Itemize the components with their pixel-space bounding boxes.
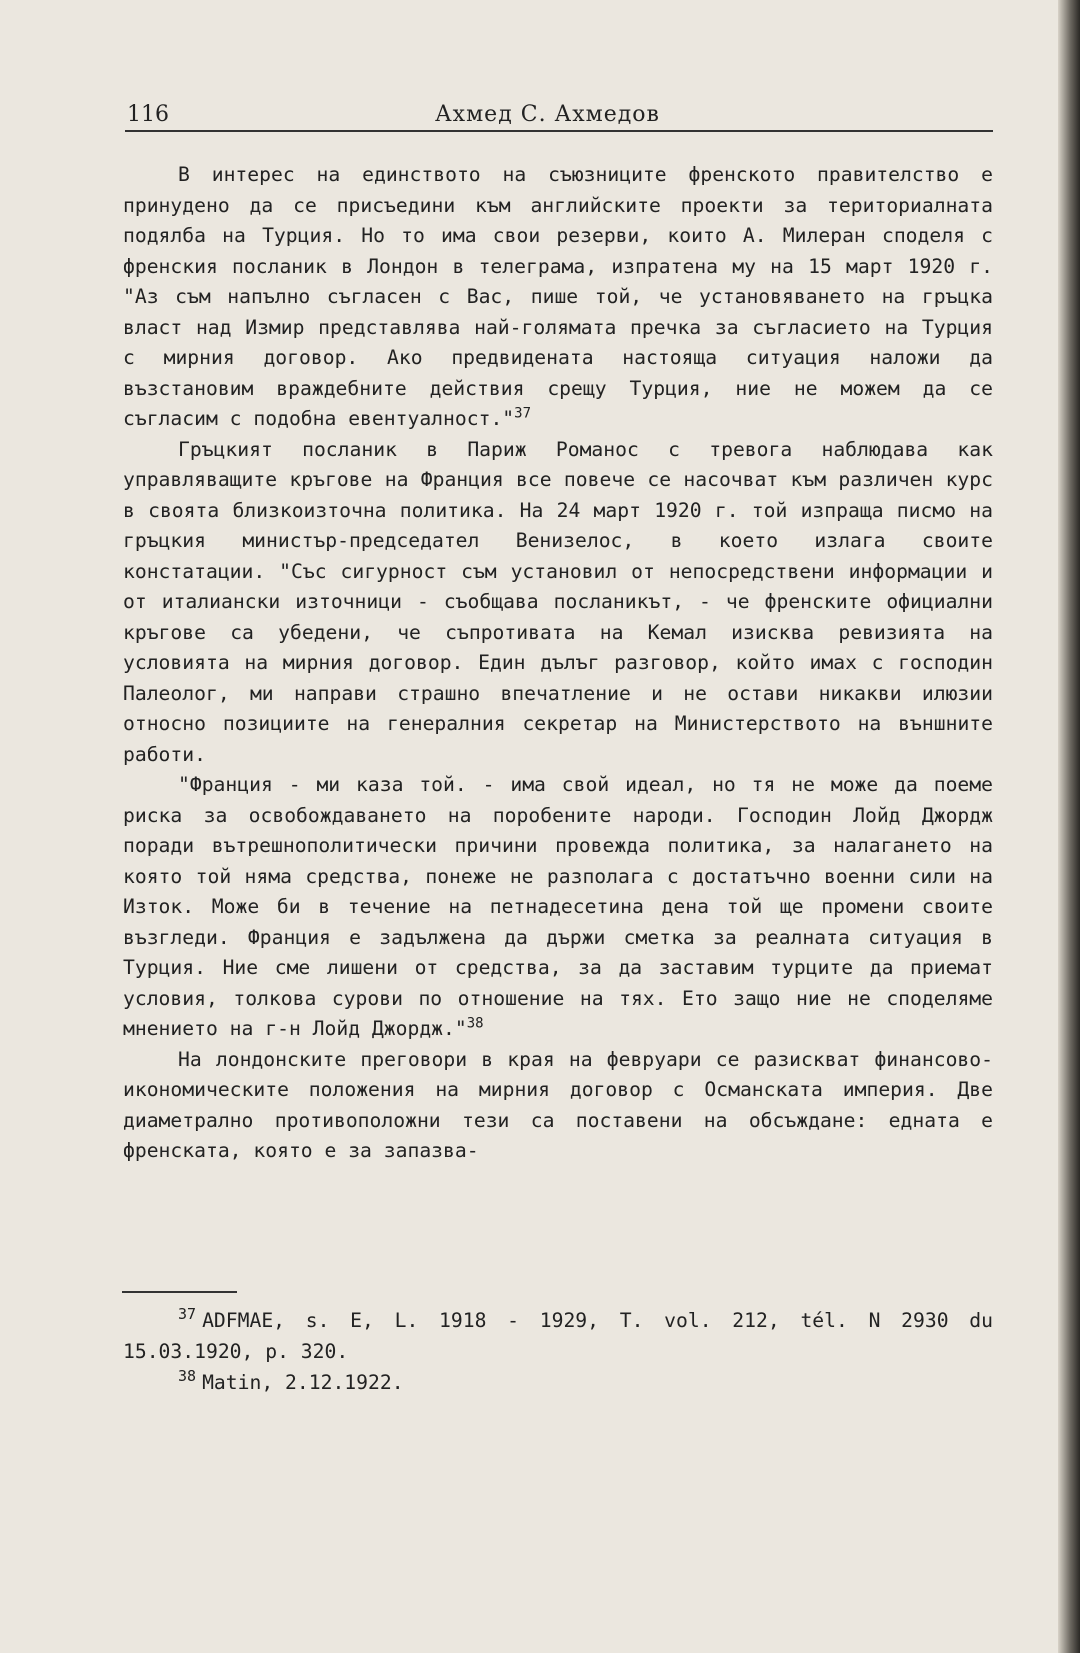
paragraph-text: Гръцкият посланик в Париж Романос с тревога наблюдава как управляващите кръгове на Франция все повече се насочват към различен курс в своята близкоизточна политика. На 24 март 1920 г. той изпраща писмо на гръцкия министър-председател Венизелос, в което излага своите констатации. "Със сигурност съм установил от непосредствени информации и от италиански източници - съобщава посланикът, - че френските официални кръгове са убедени, че съпротивата на Кемал изисква ревизията на условията на мирния договор. Един дълъг разговор, който имах с господин Палеолог, ми направи страшно впечатление и не остави никакви илюзии относно позициите на генералния секретар на Министерството на външните работи.	[123, 437, 993, 766]
footnotes	[123, 1305, 993, 1398]
page-number: 116	[127, 102, 169, 127]
footnote-text: Matin, 2.12.1922.	[202, 1371, 404, 1394]
book-binding-shadow	[1058, 0, 1080, 1653]
paragraph-text: На лондонските преговори в края на февруари се разискват финансово-икономическите положения на мирния договор с Османската империя. Две диаметрално противоположни тези са поставени на обсъждане: едната е френската, която е за запазва-	[123, 1047, 993, 1162]
footnote-ref: 37	[514, 405, 532, 422]
paragraph-text: В интерес на единството на съюзниците френското правителство е принудено да се присъедини към английските проекти за териториалната подялба на Турция. Но то има свои резерви, които А. Милеран споделя с френския посланик в Лондон в телеграма, изпратена му на 15 март 1920 г. "Аз съм напълно съгласен с Вас, пише той, че установяването на гръцка власт над Измир представлява най-голямата пречка за съгласието на Турция с мирния договор. Ако предвидената настояща ситуация наложи да възстановим враждебните действия срещу Турция, ние не можем да се съгласим с подобна евентуалност."	[123, 163, 993, 430]
paragraph	[123, 770, 993, 1045]
paragraph-text: "Франция - ми каза той. - има свой идеал, но тя не може да поеме риска за освобождаването на поробените народи. Господин Лойд Джордж поради вътрешнополитически причини провежда политика, за налагането на която той няма средства, понеже не разполага с достатъчно военни сили на Изток. Може би в течение на петнадесетина дена той ще промени своите възгледи. Франция е задължена да държи сметка за реалната ситуация в Турция. Ние сме лишени от средства, за да заставим турците да приемат условия, толкова сурови по отношение на тях. Ето защо ние не споделяме мнението на г-н Лойд Джордж."	[123, 773, 993, 1040]
footnote-divider	[122, 1291, 237, 1293]
footnote	[123, 1305, 993, 1367]
running-header	[125, 100, 993, 132]
footnote-number: 37	[178, 1305, 197, 1324]
running-title: Ахмед С. Ахмедов	[435, 102, 660, 127]
paragraph	[123, 1045, 993, 1167]
main-text	[123, 160, 993, 1167]
paragraph	[123, 435, 993, 771]
footnote-number: 38	[178, 1367, 197, 1386]
footnote	[123, 1367, 993, 1398]
footnote-ref: 38	[466, 1015, 484, 1032]
paragraph	[123, 160, 993, 435]
footnote-text: ADFMAE, s. E, L. 1918 - 1929, T. vol. 212, tél. N 2930 du 15.03.1920, p. 320.	[123, 1309, 993, 1363]
